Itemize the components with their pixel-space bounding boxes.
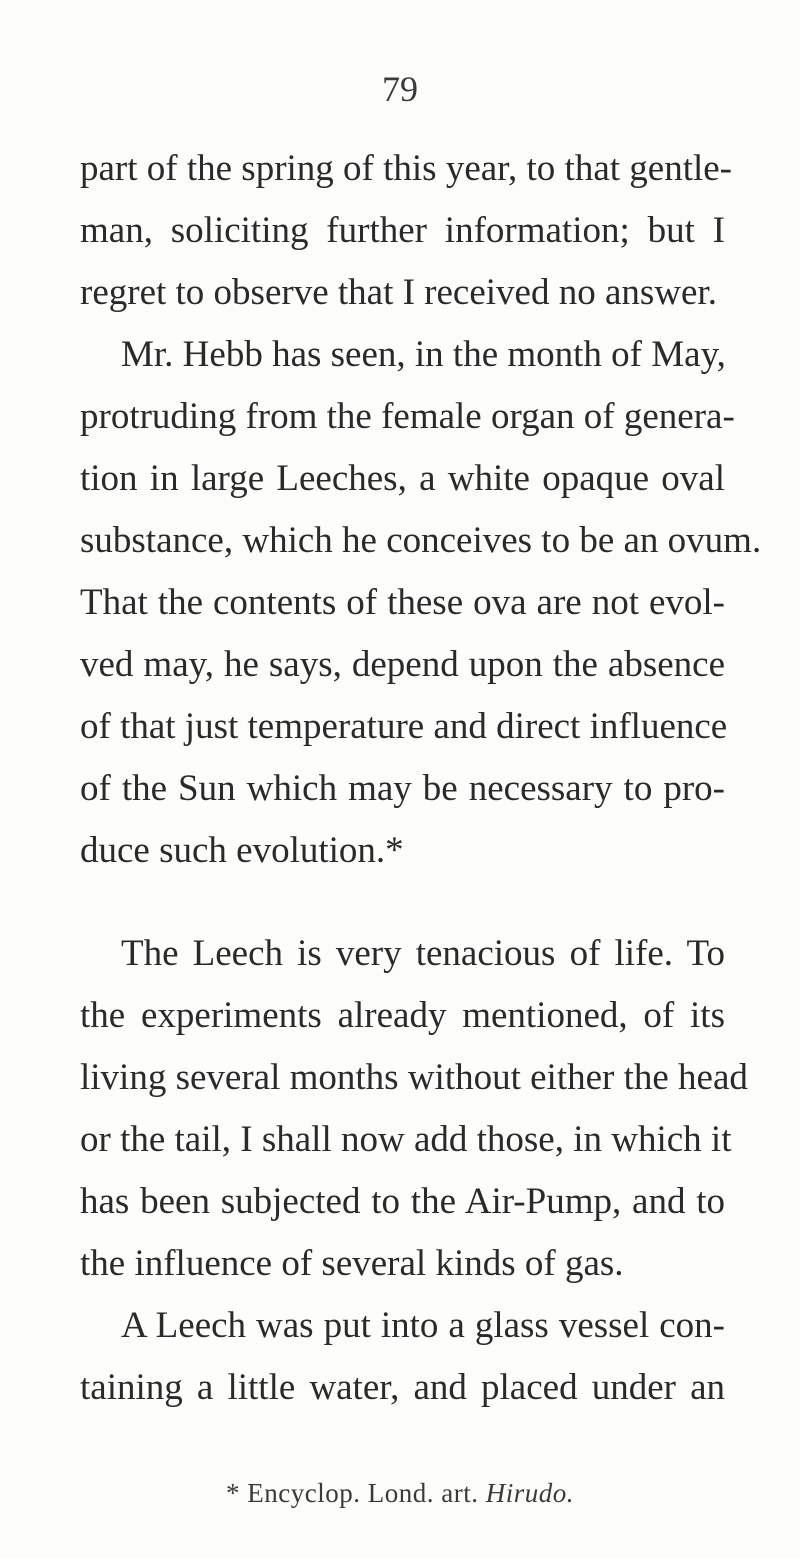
text-line: protruding from the female organ of genera-	[80, 396, 735, 437]
text-line: the experiments already mentioned, of its	[80, 995, 725, 1036]
text-line: Mr. Hebb has seen, in the month of May,	[121, 334, 726, 375]
footnote	[0, 1478, 800, 1509]
page-number: 79	[382, 69, 418, 109]
text-line: the influence of several kinds of gas.	[80, 1243, 624, 1284]
footnote-marker: *	[226, 1478, 241, 1508]
text-line: living several months without either the head	[80, 1057, 748, 1098]
text-line: A Leech was put into a glass vessel con-	[121, 1305, 725, 1346]
footnote-italic: Hirudo.	[485, 1478, 574, 1508]
text-line: That the contents of these ova are not evol-	[80, 582, 725, 623]
text-line: The Leech is very tenacious of life. To	[121, 933, 725, 974]
text-line: man, soliciting further information; but I	[80, 210, 725, 251]
text-line: or the tail, I shall now add those, in which it	[80, 1119, 732, 1160]
text-line: of the Sun which may be necessary to pro-	[80, 768, 725, 809]
text-line: of that just temperature and direct influence	[80, 706, 728, 747]
text-line: part of the spring of this year, to that gentle-	[80, 148, 732, 189]
text-line: ved may, he says, depend upon the absence	[80, 644, 725, 685]
text-line: regret to observe that I received no answer.	[80, 272, 717, 313]
text-line: has been subjected to the Air-Pump, and to	[80, 1181, 725, 1222]
footnote-text: Encyclop. Lond. art.	[247, 1478, 479, 1508]
text-line: substance, which he conceives to be an ovum.	[80, 520, 762, 561]
text-line: taining a little water, and placed under an	[80, 1367, 725, 1408]
text-line: tion in large Leeches, a white opaque oval	[80, 458, 725, 499]
text-line: duce such evolution.*	[80, 830, 404, 871]
